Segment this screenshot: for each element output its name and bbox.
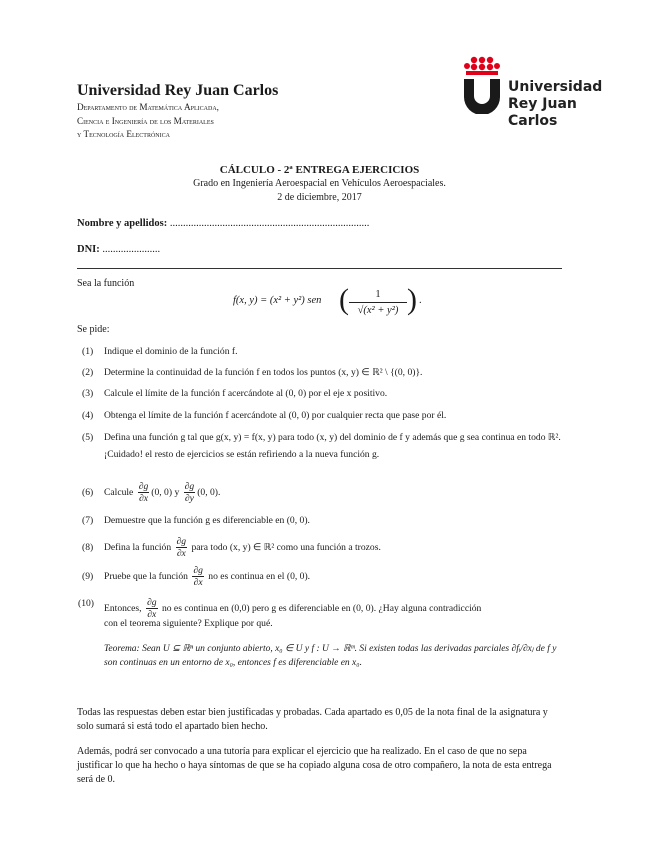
item-post: no es continua en (0,0) pero g es diferenciable en (0, 0). ¿Hay alguna contradicción [161, 603, 482, 614]
item-number: (7) [82, 515, 94, 526]
urjc-emblem-icon [457, 56, 507, 114]
item-mid: (0, 0) y [151, 487, 180, 498]
department-line: Departamento de Matemática Aplicada, [77, 102, 219, 112]
frac-num: ∂g [184, 481, 195, 493]
name-dots: ............................................................................ [169, 218, 370, 229]
frac-num: ∂g [176, 536, 187, 548]
frac-num: ∂g [138, 481, 149, 493]
university-name: Universidad Rey Juan Carlos [77, 82, 279, 99]
partial-derivative-fraction [192, 565, 204, 588]
item-text: Determine la continuidad de la función f en todos los puntos (x, y) ∈ ℝ² \ {(0, 0)}. [104, 367, 423, 378]
formula-denominator: √(x² + y²) [349, 302, 407, 318]
item-pre: Defina la función [104, 542, 172, 553]
frac-den: ∂x [193, 577, 203, 589]
item-warning: ¡Cuidado! el resto de ejercicios se están refiriendo a la nueva función g. [104, 449, 380, 460]
paren-left: ( [339, 283, 349, 316]
item-number: (1) [82, 346, 94, 357]
ask-text: Se pide: [77, 324, 110, 335]
name-label: Nombre y apellidos: [77, 218, 168, 229]
partial-derivative-fraction [184, 481, 196, 504]
dni-dots: ...................... [102, 244, 161, 255]
department-line: y Tecnología Electrónica [77, 129, 170, 139]
dni-label: DNI: [77, 244, 100, 255]
theorem-text: Teorema: Sean U ⊆ ℝⁿ un conjunto abierto, x₀ ∈ U y f : U → ℝᵐ. Si existen todas las derivadas parciales ∂fᵢ/∂xⱼ de f y son continuas en un entorno de x₀, entonces f es diferenciable en x₀. [104, 644, 557, 668]
item-number: (5) [82, 432, 94, 443]
item-pre: Pruebe que la función [104, 571, 188, 582]
formula-lhs: f(x, y) = (x² + y²) sen [233, 295, 322, 306]
item-number: (3) [82, 388, 94, 399]
item-post: (0, 0). [197, 487, 221, 498]
item-post: no es continua en el (0, 0). [208, 571, 311, 582]
frac-num: ∂g [193, 565, 203, 577]
department-line: Ciencia e Ingeniería de los Materiales [77, 115, 214, 126]
university-logo [457, 56, 622, 129]
degree-name: Grado en Ingeniería Aeroespacial en Vehículos Aeroespaciales. [193, 178, 446, 189]
frac-den: ∂x [176, 548, 186, 560]
closing-paragraph: Además, podrá ser convocado a una tutoría para explicar el ejercicio que ha realizado. En el caso de que no sepa justificar lo que ha hecho o haya síntomas de que se ha copiado alguna cosa de otro compañero, la nota de esta entrega será de 0. [77, 746, 552, 785]
item-pre: Calcule [104, 487, 134, 498]
logo-line: Rey Juan Carlos [508, 96, 577, 129]
formula-end: . [419, 295, 422, 306]
item-number: (6) [82, 487, 94, 498]
dni-field[interactable] [77, 244, 160, 255]
item-number: (8) [82, 542, 94, 553]
exam-date: 2 de diciembre, 2017 [277, 192, 362, 203]
frac-den: ∂y [184, 493, 194, 505]
function-formula [233, 285, 433, 321]
item-number: (9) [82, 571, 94, 582]
formula-numerator: 1 [375, 289, 381, 300]
item-text [104, 565, 562, 589]
name-field[interactable] [77, 218, 369, 229]
item-line2: con el teorema siguiente? Explique por qué. [104, 618, 273, 629]
frac-den: ∂x [147, 609, 157, 621]
item-text [104, 597, 562, 631]
partial-derivative-fraction [138, 481, 150, 504]
item-text [104, 431, 562, 462]
item-text: Obtenga el límite de la función f acercándote al (0, 0) por cualquier recta que pase por él. [104, 410, 447, 421]
exam-title: CÁLCULO - 2ª ENTREGA EJERCICIOS [219, 164, 420, 176]
paren-right: ) [407, 283, 417, 316]
item-number: (4) [82, 410, 94, 421]
logo-line: Universidad [508, 79, 603, 95]
divider [77, 268, 562, 269]
item-text: Demuestre que la función g es diferenciable en (0, 0). [104, 515, 310, 526]
item-pre: Entonces, [104, 603, 142, 614]
formula-fraction [349, 287, 407, 318]
department-block [77, 101, 219, 142]
closing-paragraph: Todas las respuestas deben estar bien justificadas y probadas. Cada apartado es 0,05 de la nota final de la asignatura y solo sumará si está todo el apartado bien hecho. [77, 707, 548, 732]
intro-text: Sea la función [77, 278, 135, 289]
partial-derivative-fraction [176, 536, 188, 559]
item-post: para todo (x, y) ∈ ℝ² como una función a trozos. [191, 542, 381, 553]
logo-text [508, 79, 622, 130]
list-item [82, 431, 560, 477]
item-text: Indique el dominio de la función f. [104, 346, 238, 357]
frac-den: ∂x [138, 493, 148, 505]
item-number: (2) [82, 367, 94, 378]
item-text [104, 536, 562, 560]
item-text: Calcule el límite de la función f acercándote al (0, 0) por el eje x positivo. [104, 388, 388, 399]
item-number: (10) [78, 598, 94, 609]
item-text [104, 481, 562, 505]
frac-num: ∂g [146, 597, 157, 609]
item-main-text: Defina una función g tal que g(x, y) = f(x, y) para todo (x, y) del dominio de f y además que g sea continua en todo ℝ². [104, 432, 561, 443]
